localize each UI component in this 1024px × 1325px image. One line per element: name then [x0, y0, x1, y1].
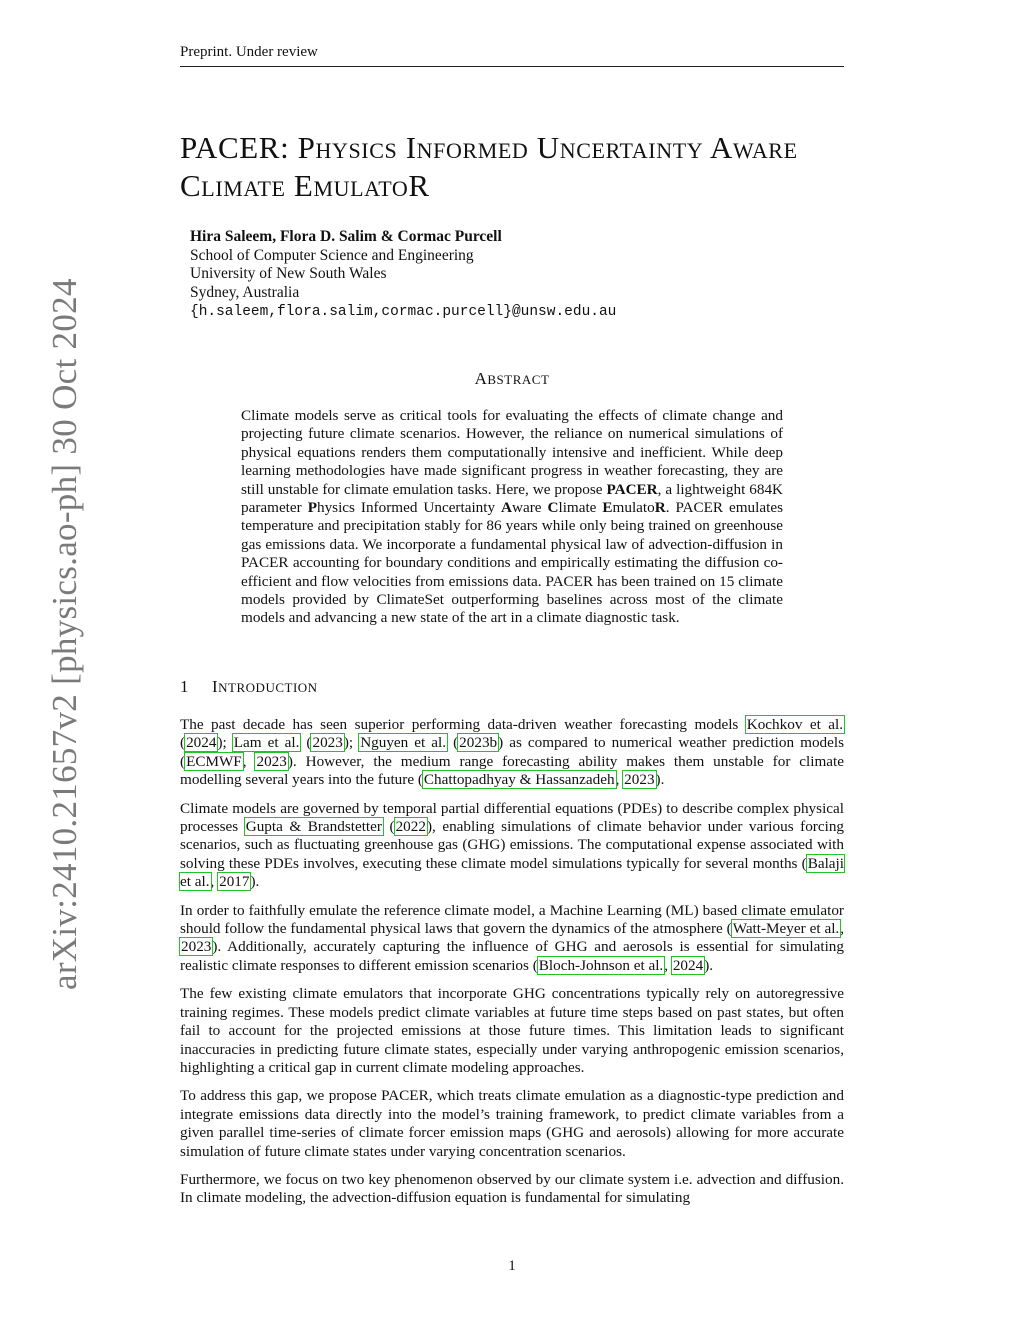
text: ( — [447, 734, 459, 752]
title-word: E — [293, 168, 314, 203]
section-cap: I — [212, 677, 219, 696]
abstract-body — [241, 407, 783, 628]
citation-link[interactable]: Lam et al. — [233, 734, 300, 752]
introduction-body — [180, 716, 844, 1218]
citation-link[interactable]: Gupta & Brandstetter — [245, 818, 382, 836]
text: ). — [250, 873, 260, 891]
paragraph: To address this gap, we propose PACER, which treats climate emulation as a diagnostic-type prediction and integrate emissions data directly into the model’s training framework, to predict climate variables from a given parallel time-series of climate forcer emission maps (GHG and aerosols) allowing for more accurate simulation of future climate states under varying concentration scenarios. — [180, 1087, 844, 1160]
abstract-bold: C — [547, 499, 559, 517]
abstract-text: limate — [558, 499, 603, 517]
affiliation-line: University of New South Wales — [190, 265, 387, 282]
title-word: WARE — [732, 138, 798, 163]
citation-link[interactable]: Chattopadhyay & Hassanzadeh — [423, 771, 615, 789]
heading-cap: A — [474, 369, 488, 388]
abstract-text: mulato — [612, 499, 655, 517]
title-word: MULATO — [313, 176, 409, 201]
citation-link[interactable]: Kochkov et al. — [746, 716, 843, 733]
text: ), enabling simulations of climate behavior under various forcing scenarios, such as fluctuating greenhouse gas (GHG) emissions. The computational expense associated with solving these PDEs involves, executing these climate model simulations typically for several months ( — [180, 818, 845, 872]
paragraph: The few existing climate emulators that incorporate GHG concentrations typically rely on autoregressive training regimes. These models predict climate variables at future time steps based on past states, but often fail to account for the projected emissions at those future times. This limitation leads to significant inaccuracies in predicting future climate states, especially under varying anthropogenic emission scenarios, highlighting a critical gap in current climate modeling approaches. — [180, 985, 844, 1076]
text: , — [242, 752, 256, 770]
abstract-text: hysics Informed Uncertainty — [316, 499, 502, 517]
paper-title — [180, 130, 850, 206]
title-word: U — [536, 130, 560, 165]
citation-link[interactable]: 2017 — [219, 873, 250, 891]
abstract-bold: R — [654, 499, 666, 517]
text: ); — [343, 734, 360, 752]
citation-link[interactable]: 2024 — [186, 734, 217, 752]
author-emails: {h.saleem,flora.salim,cormac.purcell}@unsw.edu.au — [190, 304, 617, 320]
title-word: R — [408, 168, 430, 203]
paragraph — [180, 716, 844, 790]
text: ) as compared to numerical weather prediction models ( — [180, 734, 844, 770]
running-header: Preprint. Under review — [180, 44, 318, 60]
title-word: P — [297, 130, 316, 165]
text: ). However, the medium range forecasting ability makes them unstable for climate modelling several years into the future ( — [180, 752, 844, 789]
affiliation-line: Sydney, Australia — [190, 283, 300, 301]
author-names: Hira Saleem, Flora D. Salim & Cormac Purcell — [190, 228, 502, 245]
text: , — [210, 873, 219, 891]
title-prefix: PACER: — [180, 130, 298, 165]
citation-link[interactable]: Bloch-Johnson et al. — [538, 956, 664, 974]
abstract-bold: P — [307, 499, 317, 517]
text: ). — [704, 956, 714, 974]
text: , — [615, 771, 624, 789]
abstract-heading — [0, 369, 1024, 389]
citation-link[interactable]: Watt-Meyer et al. — [732, 920, 840, 938]
title-word: HYSICS — [315, 138, 398, 163]
abstract-text: Climate models serve as critical tools for evaluating the effects of climate change and projecting future climate scenarios. However, the reliance on numerical simulations of physical equations renders them computationally intensive and inefficient. While deep learning methodologies have made significant progress in weather forecasting, they are still unstable for climate emulation tasks. Here, we propose — [241, 407, 783, 498]
abstract-bold: PACER — [606, 480, 658, 498]
text: ). Additionally, accurately capturing the influence of GHG and aerosols is essential for simulating realistic climate responses to different emission scenarios ( — [180, 938, 844, 974]
text: In order to faithfully emulate the reference climate model, a Machine Learning (ML) based climate emulator should follow the fundamental physical laws that govern the dynamics of the atmosphere ( — [180, 901, 844, 938]
section-rest: NTRODUCTION — [218, 680, 318, 695]
text: , — [840, 920, 845, 938]
heading-rest: BSTRACT — [487, 372, 550, 387]
citation-link[interactable]: Balaji et al. — [180, 854, 844, 891]
abstract-bold: E — [602, 499, 613, 517]
citation-link[interactable]: 2023 — [256, 752, 287, 770]
title-word: I — [405, 130, 417, 165]
section-heading-introduction — [180, 677, 318, 697]
citation-link[interactable]: 2024 — [672, 956, 704, 974]
citation-link[interactable]: 2023 — [312, 734, 343, 752]
citation-link[interactable]: 2023b — [459, 734, 498, 752]
abstract-bold: A — [501, 499, 513, 517]
text: ); — [217, 734, 233, 752]
abstract-text: ware — [512, 499, 548, 517]
title-word: NFORMED — [416, 138, 529, 163]
abstract-text: , a lightweight 684K parameter — [241, 480, 784, 517]
text: The past decade has seen superior performing data-driven weather forecasting models — [180, 716, 746, 733]
text: ( — [180, 734, 186, 752]
text: Climate models are governed by temporal partial differential equations (PDEs) to describe complex physical processes — [180, 799, 844, 836]
text: , — [664, 956, 672, 974]
paragraph: Furthermore, we focus on two key phenomenon observed by our climate system i.e. advection and diffusion. In climate modeling, the advection-diffusion equation is fundamental for simulating — [180, 1170, 844, 1207]
page-number: 1 — [508, 1258, 516, 1274]
text: ( — [300, 734, 312, 752]
affiliation-line: School of Computer Science and Engineering — [190, 246, 474, 264]
citation-link[interactable]: 2022 — [395, 818, 426, 836]
abstract-text: . PACER emulates temperature and precipitation stably for 86 years while only being trained on greenhouse gas emissions data. We incorporate a fundamental physical law of advection-diffusion in PACER accounting for boundary conditions and empirically estimating the diffusion co-efficient and flow velocities from emissions data. PACER has been trained on 15 climate models provided by ClimateSet outperforming baselines across most of the climate models and advancing a new state of the art in a climate diagnostic task. — [241, 499, 783, 627]
title-word: C — [180, 168, 202, 203]
arxiv-identifier: arXiv:2410.21657v2 [physics.ao-ph] 30 Oct 2024 — [45, 278, 84, 990]
citation-link[interactable]: Nguyen et al. — [360, 734, 447, 752]
citation-link[interactable]: ECMWF — [186, 752, 242, 770]
author-block — [190, 228, 616, 322]
text: ( — [382, 818, 395, 836]
text: ). — [655, 771, 665, 789]
citation-link[interactable]: 2023 — [624, 771, 655, 789]
paragraph — [180, 800, 844, 892]
header-rule — [180, 66, 844, 67]
title-word: LIMATE — [201, 176, 286, 201]
title-word: A — [709, 130, 733, 165]
paragraph — [180, 902, 844, 976]
section-number: 1 — [180, 677, 189, 696]
title-word: NCERTAINTY — [559, 138, 704, 163]
citation-link[interactable]: 2023 — [181, 938, 212, 956]
